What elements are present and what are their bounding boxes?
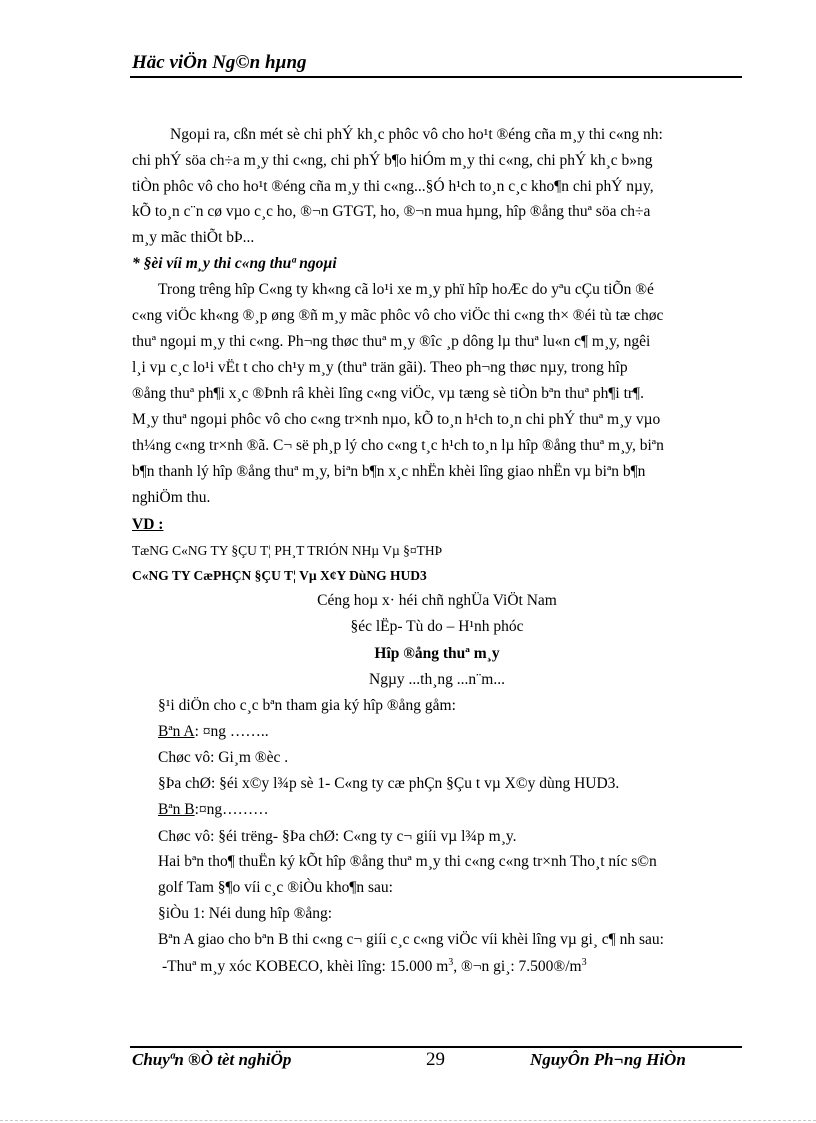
paragraph-line: Chøc vô: Gi¸m ®èc . [158, 749, 289, 766]
rental-price-text: , ®¬n gi¸: 7.500®/m [453, 958, 582, 976]
party-b-line [158, 801, 269, 819]
paragraph-line: Hai bªn tho¶ thuËn ký kÕt hîp ®ång thuª m¸y thi c«ng c«ng tr×nh Tho¸t níc s©n [158, 853, 657, 870]
party-b-label: Bªn B [158, 801, 195, 818]
section-heading: * §èi víi m¸y thi c«ng thuª ngoµi [132, 255, 337, 272]
footer-author: NguyÔn Ph¬ng HiÒn [530, 1050, 686, 1069]
paragraph-line: chi phÝ söa ch÷a m¸y thi c«ng, chi phÝ b¶o hiÓm m¸y thi c«ng, chi phÝ kh¸c b»ng [132, 152, 653, 169]
corporation-name: TæNG C«NG TY §ÇU T¦ PH¸T TRIÓN NHµ Vµ §¤THÞ [132, 543, 443, 558]
paragraph-line: Bªn A giao cho bªn B thi c«ng c¬ giíi c¸c c«ng viÖc víi khèi lîng vµ gi¸ c¶ nh sau: [158, 931, 664, 948]
rental-item-text: -Thuª m¸y xóc KOBECO, khèi lîng: 15.000 m [162, 958, 449, 976]
party-b-name: :¤ng……… [194, 801, 269, 818]
footer-left-text: Chuyªn ®Ò tèt nghiÖp [132, 1050, 292, 1069]
paragraph-line: §¹i diÖn cho c¸c bªn tham gia ký hîp ®ång gåm: [158, 697, 456, 714]
paragraph-line: ®ång thuª ph¶i x¸c ®Þnh râ khèi lîng c«ng viÖc, vµ tæng sè tiÒn bªn thuª ph¶i tr¶. [132, 385, 644, 402]
paragraph-line: Chøc vô: §éi trëng- §Þa chØ: C«ng ty c¬ giíi vµ l¾p m¸y. [158, 828, 517, 845]
contract-date: Ngµy ...th¸ng ...n¨m... [369, 671, 505, 688]
example-label: VD : [132, 516, 164, 533]
company-name: C«NG TY CæPHÇN §ÇU T¦ Vµ X¢Y DùNG HUD3 [132, 568, 427, 583]
paragraph-line: b¶n thanh lý hîp ®ång thuª m¸y, biªn b¶n x¸c nhËn khèi lîng giao nhËn vµ biªn b¶n [132, 463, 646, 480]
paragraph-line: Trong trêng hîp C«ng ty kh«ng cã lo¹i xe m¸y phï hîp hoÆc do yªu cÇu tiÕn ®é [158, 281, 654, 298]
paragraph-line: §Þa chØ: §éi x©y l¾p sè 1- C«ng ty cæ phÇn §Çu t vµ X©y dùng HUD3. [158, 775, 620, 792]
article-heading: §iÒu 1: Néi dung hîp ®ång: [158, 905, 333, 922]
superscript: 3 [581, 957, 587, 968]
paragraph-line: kÕ to¸n c¨n cø vµo c¸c ho, ®¬n GTGT, ho, ®¬n mua hµng, hîp ®ång thuª söa ch÷a [132, 203, 651, 220]
page-number: 29 [426, 1049, 445, 1070]
paragraph-line: thuª ngoµi m¸y thi c«ng. Ph¬ng thøc thuª m¸y ®îc ¸p dông lµ thuª lu«n c¶ m¸y, ngêi [132, 333, 651, 350]
paragraph-line: M¸y thuª ngoµi phôc vô cho c«ng tr×nh nµo, kÕ to¸n h¹ch to¸n chi phÝ thuª m¸y vµo [132, 411, 661, 428]
national-title: Céng hoµ x· héi chñ nghÜa ViÖt Nam [317, 592, 557, 609]
header-rule [130, 76, 742, 78]
paragraph-line: c«ng viÖc kh«ng ®¸p øng ®ñ m¸y mãc phôc vô cho viÖc thi c«ng th× ®éi tù tæ chøc [132, 307, 664, 324]
superscript: 3 [448, 957, 454, 968]
party-a-label: Bªn A [158, 723, 195, 740]
page-header-title: Häc viÖn Ng©n hµng [132, 52, 307, 73]
paragraph-line: l¸i vµ c¸c lo¹i vËt t cho ch¹y m¸y (thuª trän gãi). Theo ph¬ng thøc nµy, trong hîp [132, 359, 628, 376]
party-a-name: : ¤ng …….. [194, 723, 269, 740]
footer-rule [130, 1046, 742, 1048]
paragraph-line: tiÒn phôc vô cho ho¹t ®éng cña m¸y thi c«ng...§Ó h¹ch to¸n c¸c kho¶n chi phÝ nµy, [132, 178, 654, 195]
paragraph-line: nghiÖm thu. [132, 489, 211, 506]
national-motto: §éc lËp- Tù do – H¹nh phóc [350, 618, 524, 635]
rental-item-line [162, 957, 587, 976]
paragraph-line: golf Tam §¶o víi c¸c ®iÒu kho¶n sau: [158, 879, 393, 896]
paragraph-line: m¸y mãc thiÕt bÞ... [132, 229, 255, 246]
contract-title: Hîp ®ång thuª m¸y [374, 645, 500, 662]
page-boundary [0, 1120, 816, 1121]
party-a-line [158, 723, 269, 741]
paragraph-line: Ngoµi ra, cßn mét sè chi phÝ kh¸c phôc vô cho ho¹t ®éng cña m¸y thi c«ng nh: [170, 126, 663, 143]
paragraph-line: th¼ng c«ng tr×nh ®ã. C¬ së ph¸p lý cho c«ng t¸c h¹ch to¸n lµ hîp ®ång thuª m¸y, biªn [132, 437, 664, 454]
